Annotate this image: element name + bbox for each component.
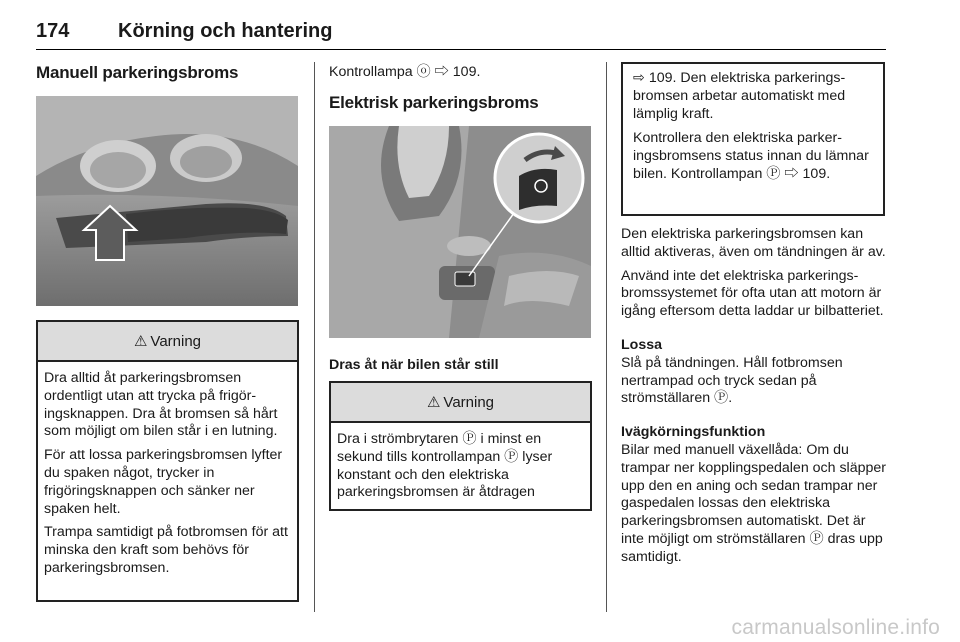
page-number: 174 [36, 20, 70, 42]
warning-box-electric [329, 381, 592, 511]
subheading-drive-away: Ivägkörningsfunktion [621, 424, 766, 441]
subheading-release: Lossa [621, 336, 663, 353]
section-heading-electric-brake: Elektrisk parkeringsbroms [329, 92, 539, 112]
warning-body [38, 362, 297, 578]
warning-box-manual [36, 320, 299, 602]
warning-triangle-icon: ⚠ [133, 333, 148, 350]
handbrake-drawing [36, 96, 298, 306]
column-electric-brake [329, 62, 592, 114]
warning-title-bar [38, 322, 297, 362]
paragraph-battery: Använd inte det elektriska parkeringsbromssystemet för ofta utan att motorn är igång eftersom detta laddar ur bilbatteriet. [621, 267, 884, 320]
warning-title: Varning [443, 393, 495, 411]
paragraph-drive-away: Bilar med manuell växellåda: Om du trampar ner kopplingspedalen och släpper upp den en aning och sedan trampar ner gaspedalen lossas den elektriska parkeringsbromsen automatiskt. Det är inte möjligt om strömställaren Ⓟ dras upp samtidigt. [621, 441, 886, 565]
warning-paragraph: För att lossa parkeringsbromsen lyfter du spaken något, trycker in frigöringsknappen och sänker ner spaken helt. [44, 447, 283, 517]
illustration-caption: Dras åt när bilen står still [329, 357, 499, 373]
handbrake-illustration [36, 96, 298, 306]
box-paragraph: Kontrollera den elektriska parkeringsbromsens status innan du lämnar bilen. Kontrollampan Ⓟ ⇨ 109. [633, 130, 869, 182]
indicator-reference: Kontrollampa ⓞ ⇨ 109. [329, 64, 481, 80]
continuation-box [621, 62, 885, 216]
box-paragraph: ⇨ 109. Den elektriska parkeringsbromsen arbetar automatiskt med lämplig kraft. [633, 70, 846, 122]
caption-block [329, 357, 592, 375]
electric-brake-illustration [329, 126, 591, 338]
column-divider-2 [606, 62, 607, 612]
warning-title: Varning [150, 332, 202, 350]
warning-body [331, 423, 590, 502]
electric-brake-drawing [329, 126, 591, 338]
warning-triangle-icon: ⚠ [426, 394, 441, 411]
page-header [36, 14, 886, 50]
section-heading-manual-brake: Manuell parkeringsbroms [36, 63, 239, 82]
chapter-title: Körning och hantering [118, 20, 333, 42]
column-text [621, 226, 887, 567]
warning-paragraph: Dra i strömbrytaren Ⓟ i minst en sekund tills kontrollampan Ⓟ lyser konstant och den elektriska parkeringsbromsen är åtdragen [337, 431, 553, 501]
paragraph-release: Slå på tändningen. Håll fotbromsen nertrampad och tryck sedan på strömställaren Ⓟ. [621, 354, 843, 407]
warning-paragraph: Trampa samtidigt på fotbromsen för att minska den kraft som behövs för parkeringsbromsen. [44, 524, 288, 576]
paragraph-activation: Den elektriska parkeringsbromsen kan alltid aktiveras, även om tändningen är av. [621, 226, 886, 260]
warning-paragraph: Dra alltid åt parkeringsbromsen ordentligt utan att trycka på frigöringsknappen. Dra åt bromsen så hårt som möjligt om bilen står i en lutning. [44, 370, 278, 440]
column-divider-1 [314, 62, 315, 612]
watermark: carmanualsonline.info [731, 616, 940, 639]
column-manual-brake [36, 62, 300, 84]
warning-title-bar [331, 383, 590, 423]
